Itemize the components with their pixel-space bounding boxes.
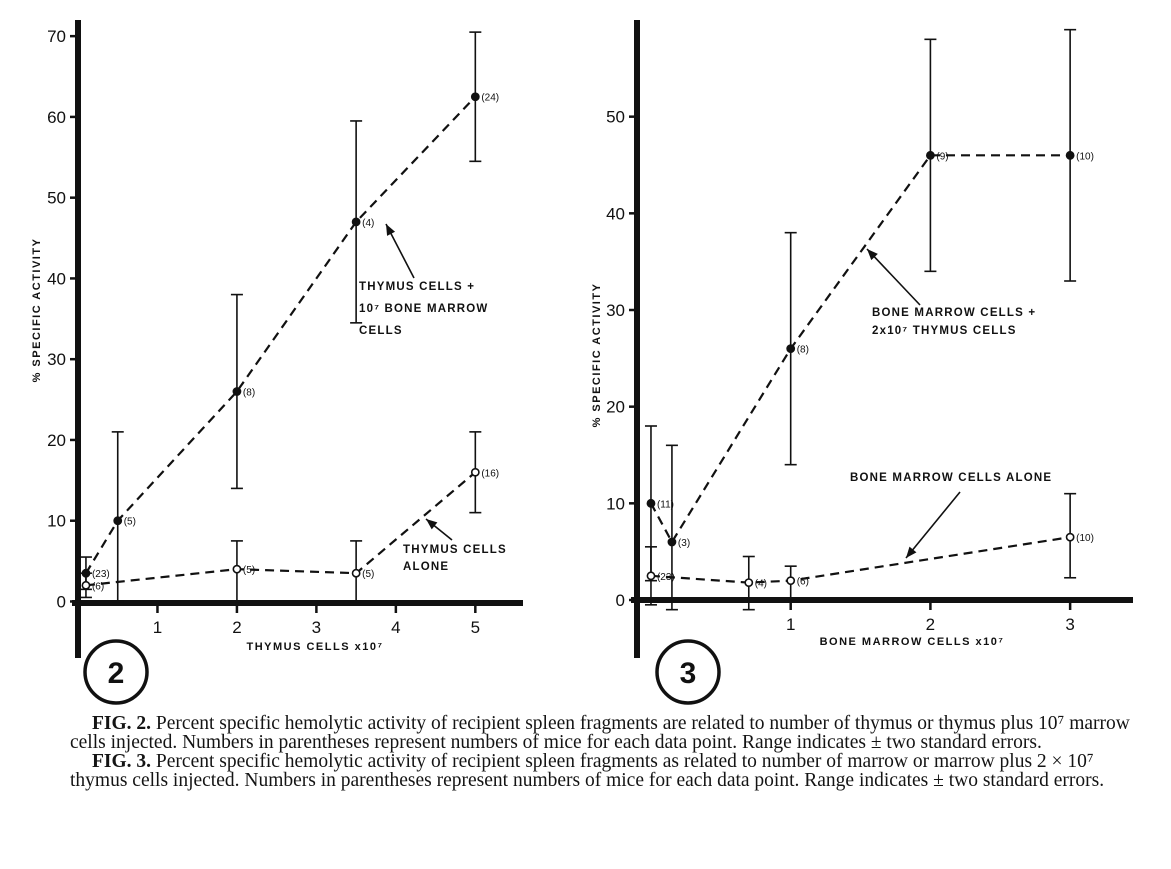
y-tick-label: 70: [47, 27, 66, 47]
figure-3-caption: [70, 752, 1140, 790]
y-tick-label: 0: [615, 591, 625, 610]
data-point: [233, 566, 240, 573]
y-tick-label: 20: [47, 430, 66, 450]
point-count-label: (9): [936, 151, 949, 163]
y-tick-label: 50: [606, 107, 625, 127]
point-count-label: (23): [656, 571, 675, 583]
point-count-label: (5): [123, 516, 136, 528]
annotation-text: 10⁷ BONE MARROW: [359, 303, 489, 315]
y-axis-label: % SPECIFIC ACTIVITY: [31, 237, 43, 383]
series-alone: [80, 432, 499, 602]
point-count-label: (5): [362, 569, 375, 581]
series-annotation: [850, 472, 1052, 558]
point-count-label: (24): [481, 92, 500, 104]
data-point: [1067, 534, 1074, 541]
figure-2-caption-label: FIG. 2.: [92, 713, 152, 734]
annotation-text: THYMUS CELLS +: [359, 281, 476, 293]
data-point: [647, 572, 654, 579]
badge-number: 3: [679, 657, 697, 690]
point-count-label: (3): [677, 538, 691, 549]
x-tick-label: 2: [925, 615, 936, 634]
point-count-label: (10): [1076, 151, 1094, 163]
figure-2-chart: [31, 20, 523, 703]
annotation-arrow: [906, 492, 960, 558]
x-tick-label: 2: [232, 618, 242, 637]
series-line: [651, 537, 1070, 582]
x-tick-label: 3: [1065, 615, 1075, 634]
annotation-text: 2x10⁷ THYMUS CELLS: [872, 325, 1017, 337]
arrow-head: [426, 519, 437, 529]
figure-2-caption: [70, 714, 1140, 752]
y-tick-label: 20: [606, 397, 625, 417]
y-tick-label: 0: [56, 592, 66, 612]
data-point: [114, 517, 121, 524]
x-tick-label: 1: [785, 615, 796, 634]
series-line: [651, 155, 1070, 542]
figure-number-badge: [85, 641, 147, 703]
data-point: [787, 577, 794, 584]
x-axis-label: BONE MARROW CELLS x10⁷: [819, 636, 1005, 648]
annotation-arrow: [867, 249, 920, 305]
point-count-label: (16): [481, 468, 500, 480]
annotation-text: BONE MARROW CELLS +: [872, 307, 1037, 319]
y-tick-label: 10: [606, 494, 625, 514]
y-tick-label: 10: [47, 511, 66, 531]
point-count-label: (6): [796, 576, 809, 588]
annotation-text: THYMUS CELLS: [403, 544, 507, 556]
figure-2-caption-text: Percent specific hemolytic activity of recipient spleen fragments are related to number of thymus or thymus plus 10⁷ marrow cells injected. Numbers in parentheses represent numbers of mice for each data point. Range indicates ± two standard errors.: [70, 713, 1130, 753]
point-count-label: (8): [242, 387, 256, 399]
x-axis-label: THYMUS CELLS x10⁷: [246, 641, 384, 653]
y-tick-label: 30: [47, 350, 66, 370]
point-count-label: (4): [754, 578, 768, 590]
y-axis-label: % SPECIFIC ACTIVITY: [591, 282, 603, 428]
y-tick-label: 60: [47, 107, 66, 127]
y-tick-label: 40: [47, 269, 66, 289]
point-count-label: (23): [91, 569, 110, 581]
badge-number: 2: [107, 657, 125, 690]
data-point: [668, 538, 675, 545]
data-point: [745, 579, 752, 586]
series-combined: [645, 30, 1094, 610]
series-annotation: [867, 249, 1036, 337]
data-point: [787, 345, 794, 352]
data-point: [647, 500, 654, 507]
series-annotation: [403, 519, 507, 573]
series-line: [86, 97, 475, 573]
y-tick-label: 40: [606, 204, 625, 224]
y-tick-label: 30: [606, 301, 625, 320]
data-point: [472, 469, 479, 476]
data-point: [82, 582, 89, 589]
series-annotation: [359, 224, 488, 337]
figure-3-chart: [591, 20, 1133, 703]
point-count-label: (4): [362, 217, 375, 229]
point-count-label: (10): [1076, 533, 1094, 545]
x-tick-label: 1: [152, 618, 163, 637]
figure-3-caption-text: Percent specific hemolytic activity of recipient spleen fragments as related to number of marrow or marrow plus 2 × 10⁷ thymus cells injected. Numbers in parentheses represent numbers of mice for each data point. Range indicates ± two standard errors.: [70, 751, 1105, 791]
data-point: [353, 218, 360, 225]
x-tick-label: 3: [311, 618, 322, 637]
data-point: [1067, 152, 1074, 159]
x-tick-label: 5: [470, 618, 481, 637]
y-tick-label: 50: [47, 188, 66, 208]
data-point: [353, 570, 360, 577]
annotation-text: ALONE: [403, 561, 450, 573]
annotation-text: BONE MARROW CELLS ALONE: [850, 472, 1053, 484]
data-point: [233, 388, 240, 395]
series-combined: [80, 32, 499, 601]
x-tick-label: 4: [391, 618, 401, 637]
data-point: [472, 93, 479, 100]
point-count-label: (11): [656, 499, 675, 511]
annotation-text: CELLS: [359, 325, 403, 337]
figure-number-badge: [657, 641, 719, 703]
data-point: [927, 152, 934, 159]
point-count-label: (8): [796, 344, 809, 356]
figure-3-caption-label: FIG. 3.: [92, 751, 152, 772]
series-alone: [645, 494, 1094, 610]
figure-captions: [70, 714, 1140, 790]
point-count-label: (5): [242, 565, 256, 577]
point-count-label: (6): [91, 581, 105, 593]
